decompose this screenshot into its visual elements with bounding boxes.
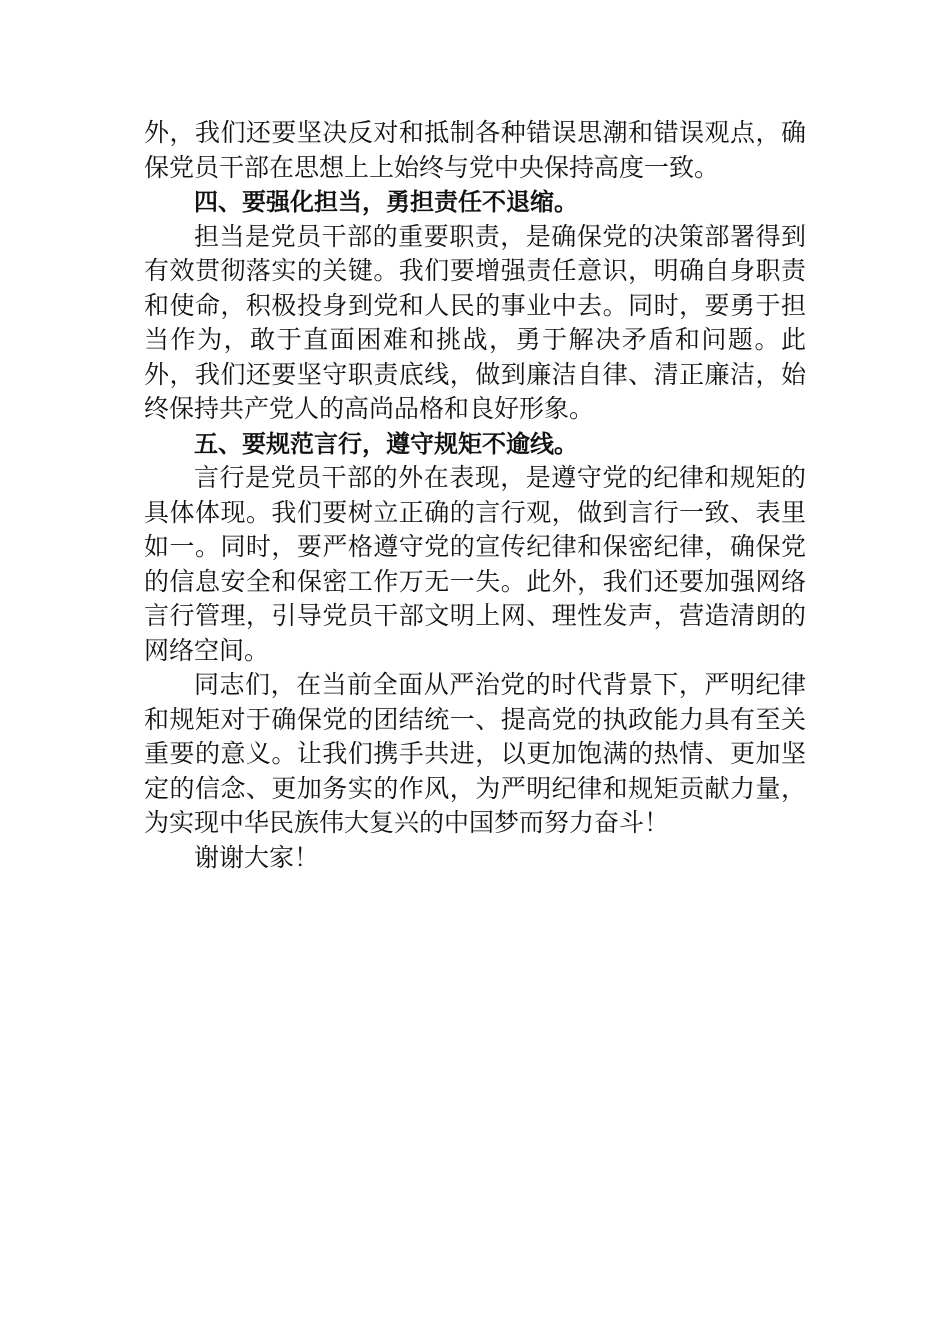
document-body [144, 116, 806, 875]
paragraph-thanks: 谢谢大家！ [194, 842, 320, 872]
paragraph-continuation: 外，我们还要坚决反对和抵制各种错误思潮和错误观点，确保党员干部在思想上上始终与党中央保持高度一致。 [144, 118, 806, 182]
paragraph-conduct: 言行是党员干部的外在表现，是遵守党的纪律和规矩的具体体现。我们要树立正确的言行观，做到言行一致、表里如一。同时，要严格遵守党的宣传纪律和保密纪律，确保党的信息安全和保密工作万无一失。此外，我们还要加强网络言行管理，引导党员干部文明上网、理性发声，营造清朗的网络空间。 [144, 463, 806, 665]
paragraph-responsibility: 担当是党员干部的重要职责，是确保党的决策部署得到有效贯彻落实的关键。我们要增强责任意识，明确自身职责和使命，积极投身到党和人民的事业中去。同时，要勇于担当作为，敢于直面困难和挑战，勇于解决矛盾和问题。此外，我们还要坚守职责底线，做到廉洁自律、清正廉洁，始终保持共产党人的高尚品格和良好形象。 [144, 221, 806, 423]
section-heading-4: 四、要强化担当，勇担责任不退缩。 [194, 188, 578, 216]
section-heading-5: 五、要规范言行，遵守规矩不逾线。 [194, 429, 578, 458]
paragraph-conclusion: 同志们，在当前全面从严治党的时代背景下，严明纪律和规矩对于确保党的团结统一、提高党的执政能力具有至关重要的意义。让我们携手共进，以更加饱满的热情、更加坚定的信念、更加务实的作风，为严明纪律和规矩贡献力量，为实现中华民族伟大复兴的中国梦而努力奋斗！ [144, 670, 806, 837]
